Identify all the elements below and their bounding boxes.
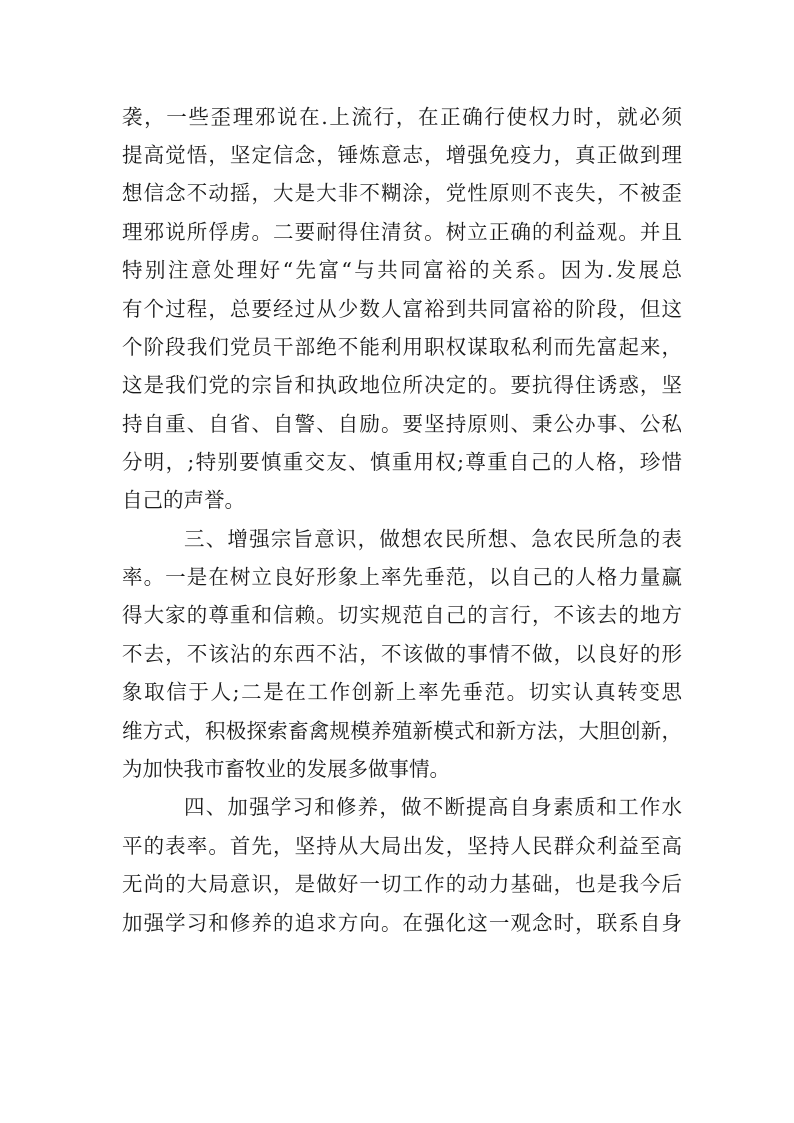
text-line: 有个过程，总要经过从少数人富裕到共同富裕的阶段，但这: [122, 297, 682, 321]
text-line: 象取信于人;二是在工作创新上率先垂范。切实认真转变思: [122, 680, 682, 704]
text-line: 为加快我市畜牧业的发展多做事情。: [122, 757, 450, 781]
section-heading-line: 四、加强学习和修养，做不断提高自身素质和工作水: [184, 795, 682, 819]
section-heading-line: 三、增强宗旨意识，做想农民所想、急农民所急的表: [184, 527, 682, 551]
text-line: 理邪说所俘虏。二要耐得住清贫。树立正确的利益观。并且: [122, 220, 682, 244]
text-line: 分明，;特别要慎重交友、慎重用权;尊重自己的人格，珍惜: [122, 450, 682, 474]
text-line: 平的表率。首先，坚持从大局出发，坚持人民群众利益至高: [122, 834, 682, 858]
text-line: 个阶段我们党员干部绝不能利用职权谋取私利而先富起来，: [122, 335, 682, 359]
text-line: 提高觉悟，坚定信念，锤炼意志，增强免疫力，真正做到理: [122, 143, 682, 167]
text-line: 得大家的尊重和信赖。切实规范自己的言行，不该去的地方: [122, 603, 682, 627]
text-line: 维方式，积极探索畜禽规模养殖新模式和新方法，大胆创新，: [122, 719, 682, 743]
text-line: 持自重、自省、自警、自励。要坚持原则、秉公办事、公私: [122, 412, 682, 436]
text-line: 这是我们党的宗旨和执政地位所决定的。要抗得住诱惑，坚: [122, 373, 682, 397]
text-line: 无尚的大局意识，是做好一切工作的动力基础，也是我今后: [122, 872, 682, 896]
text-line: 想信念不动摇，大是大非不糊涂，党性原则不丧失，不被歪: [122, 181, 682, 205]
text-line: 不去，不该沾的东西不沾，不该做的事情不做，以良好的形: [122, 642, 682, 666]
text-line: 加强学习和修养的追求方向。在强化这一观念时，联系自身: [122, 911, 682, 935]
text-line: 率。一是在树立良好形象上率先垂范，以自己的人格力量赢: [122, 565, 682, 589]
text-line: 袭，一些歪理邪说在.上流行，在正确行使权力时，就必须: [122, 105, 682, 129]
text-line: 特别注意处理好“先富“与共同富裕的关系。因为.发展总: [122, 258, 682, 282]
text-line: 自己的声誉。: [122, 488, 245, 512]
